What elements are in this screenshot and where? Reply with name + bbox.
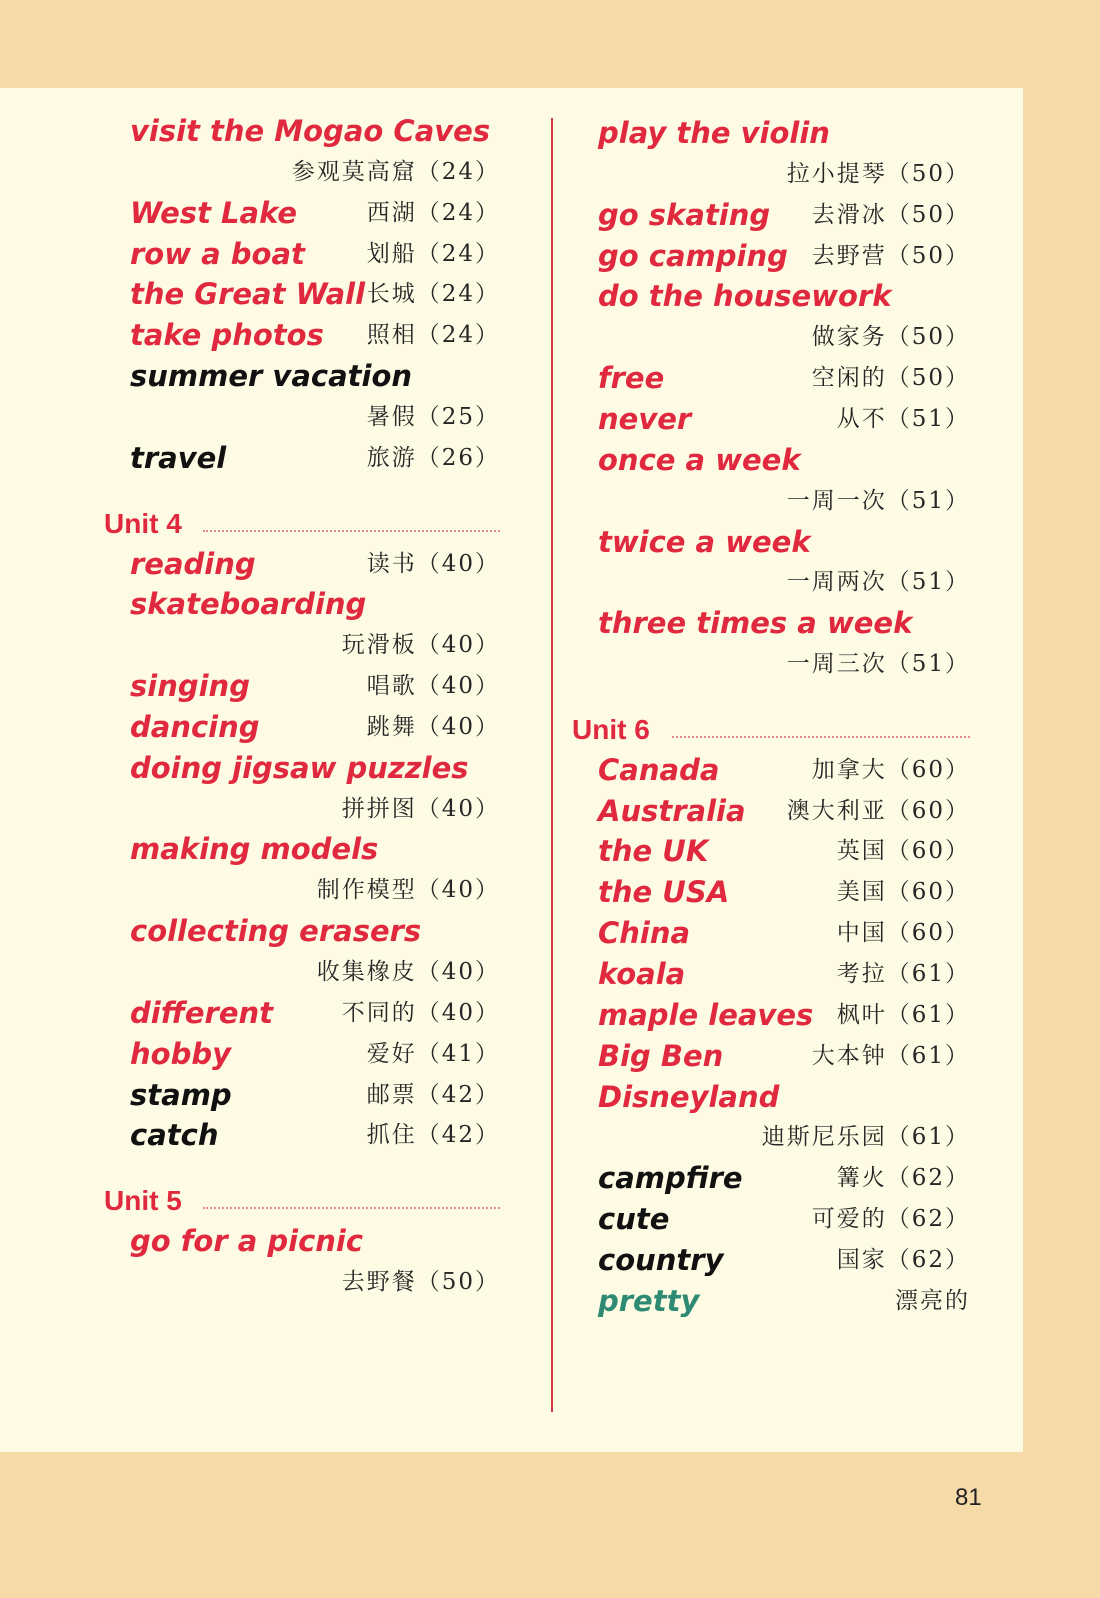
vocab-translation: 长城（24）	[366, 281, 500, 308]
vocab-entry	[560, 357, 1000, 399]
vocab-translation: 跳舞（40）	[366, 713, 500, 740]
vocab-entry	[0, 992, 520, 1034]
vocab-translation: 英国（60）	[836, 838, 970, 865]
vocab-entry	[560, 112, 1000, 154]
vocab-term: reading	[130, 546, 256, 581]
vocab-translation: 读书（40）	[366, 550, 500, 577]
vocab-translation: 一周两次（51）	[786, 569, 970, 596]
vocab-term: travel	[130, 440, 227, 475]
vocab-translation: 枫叶（61）	[836, 1001, 970, 1028]
vocab-term: go skating	[598, 197, 771, 232]
vocab-term: the UK	[598, 834, 709, 869]
vocab-entry	[560, 1035, 1000, 1077]
vocab-entry	[560, 1157, 1000, 1199]
vocab-translation: 加拿大（60）	[811, 756, 970, 783]
vocab-translation: 大本钟（61）	[811, 1042, 970, 1069]
vocab-term: hobby	[130, 1036, 231, 1071]
vocab-entry	[560, 602, 1000, 644]
unit-dotted-rule	[672, 736, 970, 738]
vocab-translation: 美国（60）	[836, 879, 970, 906]
vocab-entry	[0, 192, 520, 234]
vocab-entry	[560, 398, 1000, 440]
vocab-entry	[560, 521, 1000, 563]
unit-heading-unit-4	[0, 502, 520, 546]
vocab-term: row a boat	[130, 236, 305, 271]
translation-line	[560, 643, 1000, 685]
vocab-translation: 国家（62）	[836, 1246, 970, 1273]
vocab-term: koala	[598, 957, 686, 991]
translation-line	[0, 869, 520, 911]
vocab-term: take photos	[130, 318, 324, 353]
vocab-term: China	[598, 916, 691, 951]
vocab-term: twice a week	[598, 524, 811, 559]
vocab-translation: 邮票（42）	[366, 1081, 500, 1108]
vocab-translation: 收集橡皮（40）	[316, 959, 500, 985]
translation-line	[560, 153, 1000, 195]
vocab-entry	[0, 233, 520, 275]
vocab-term: once a week	[598, 442, 801, 477]
unit-heading-unit-5	[0, 1179, 520, 1223]
vocab-translation: 玩滑板（40）	[341, 632, 500, 659]
vocab-entry	[560, 1280, 1000, 1322]
unit-title: Unit 5	[104, 1185, 182, 1217]
vocab-translation: 可爱的（62）	[811, 1206, 970, 1233]
vocab-term: play the violin	[598, 116, 830, 150]
vocab-term: different	[130, 995, 273, 1030]
vocab-translation: 做家务（50）	[811, 324, 970, 351]
vocab-term: cute	[598, 1202, 670, 1237]
vocab-entry	[0, 355, 520, 397]
vocab-entry	[0, 110, 520, 152]
translation-line	[560, 561, 1000, 603]
vocab-term: making models	[130, 832, 379, 867]
vocab-entry	[0, 1220, 520, 1262]
vocab-entry	[560, 439, 1000, 481]
vocab-term: singing	[130, 669, 250, 704]
vocab-translation: 划船（24）	[366, 240, 500, 267]
vocab-term: three times a week	[598, 606, 913, 641]
glossary-column-left	[0, 0, 520, 1400]
vocab-translation: 旅游（26）	[366, 444, 500, 471]
vocab-term: collecting erasers	[130, 914, 422, 949]
translation-line	[0, 951, 520, 993]
vocab-entry	[0, 273, 520, 315]
vocab-entry	[0, 583, 520, 625]
translation-line	[0, 788, 520, 830]
vocab-translation: 拉小提琴（50）	[786, 160, 970, 187]
vocab-entry	[560, 235, 1000, 277]
vocab-translation: 拼拼图（40）	[341, 795, 500, 822]
vocab-translation: 篝火（62）	[836, 1165, 970, 1192]
vocab-entry	[560, 194, 1000, 236]
vocab-term: pretty	[598, 1283, 700, 1318]
vocab-entry	[560, 1198, 1000, 1240]
translation-line	[560, 1116, 1000, 1158]
vocab-term: summer vacation	[130, 359, 413, 394]
vocab-entry	[0, 1114, 520, 1156]
vocab-term: campfire	[598, 1161, 743, 1196]
vocab-translation: 考拉（61）	[836, 961, 970, 987]
translation-line	[0, 624, 520, 666]
vocab-translation: 制作模型（40）	[316, 877, 500, 904]
vocab-term: Canada	[598, 752, 720, 787]
vocab-translation: 参观莫高窟（24）	[291, 158, 500, 185]
glossary-column-right	[560, 0, 1000, 1400]
vocab-translation: 一周一次（51）	[786, 487, 970, 514]
page-number: 81	[955, 1484, 982, 1511]
vocab-term: doing jigsaw puzzles	[130, 750, 469, 785]
vocab-translation: 迪斯尼乐园（61）	[761, 1124, 970, 1151]
vocab-term: West Lake	[130, 195, 297, 230]
vocab-entry	[0, 437, 520, 479]
vocab-term: Big Ben	[598, 1038, 724, 1073]
vocab-term: stamp	[130, 1077, 232, 1112]
vocab-entry	[0, 543, 520, 585]
vocab-term: free	[598, 361, 665, 396]
vocab-translation: 照相（24）	[366, 322, 500, 349]
vocab-translation: 抓住（42）	[366, 1122, 500, 1149]
vocab-translation: 漂亮的	[895, 1287, 970, 1314]
vocab-entry	[560, 1076, 1000, 1118]
vocab-translation: 空闲的（50）	[811, 365, 970, 392]
vocab-term: catch	[130, 1118, 219, 1153]
unit-dotted-rule	[203, 1207, 500, 1209]
vocab-entry	[560, 953, 1000, 995]
vocab-term: skateboarding	[130, 587, 367, 622]
vocab-translation: 唱歌（40）	[366, 673, 500, 700]
vocab-translation: 去野营（50）	[811, 242, 970, 269]
vocab-entry	[0, 910, 520, 952]
vocab-entry	[560, 994, 1000, 1036]
vocab-entry	[0, 314, 520, 356]
vocab-entry	[0, 665, 520, 707]
vocab-entry	[0, 1033, 520, 1075]
unit-title: Unit 4	[104, 507, 182, 539]
column-divider	[551, 118, 553, 1412]
translation-line	[560, 480, 1000, 522]
vocab-entry	[560, 275, 1000, 317]
vocab-entry	[0, 1074, 520, 1116]
vocab-term: dancing	[130, 709, 260, 744]
vocab-translation: 中国（60）	[836, 920, 970, 947]
vocab-translation: 澳大利亚（60）	[786, 797, 970, 824]
vocab-term: Australia	[598, 793, 746, 828]
unit-heading-unit-6	[560, 708, 1000, 752]
vocab-term: never	[598, 401, 692, 436]
vocab-entry	[560, 749, 1000, 791]
translation-line	[0, 396, 520, 438]
vocab-translation: 从不（51）	[836, 405, 970, 432]
vocab-entry	[560, 1239, 1000, 1281]
vocab-term: maple leaves	[598, 997, 814, 1032]
vocab-entry	[560, 871, 1000, 913]
vocab-translation: 西湖（24）	[366, 199, 500, 226]
vocab-entry	[560, 912, 1000, 954]
vocab-entry	[0, 828, 520, 870]
vocab-entry	[560, 830, 1000, 872]
vocab-entry	[560, 790, 1000, 832]
vocab-translation: 一周三次（51）	[786, 651, 970, 678]
vocab-term: do the housework	[598, 279, 892, 314]
vocab-term: the USA	[598, 875, 730, 910]
vocab-term: the Great Wall	[130, 277, 366, 312]
unit-dotted-rule	[203, 530, 500, 532]
translation-line	[560, 316, 1000, 358]
vocab-translation: 不同的（40）	[341, 999, 500, 1026]
vocab-term: go for a picnic	[130, 1224, 364, 1259]
vocab-term: visit the Mogao Caves	[130, 114, 491, 148]
vocab-translation: 爱好（41）	[366, 1040, 500, 1067]
unit-title: Unit 6	[572, 713, 650, 745]
translation-line	[0, 151, 520, 193]
vocab-entry	[0, 706, 520, 748]
translation-line	[0, 1261, 520, 1303]
vocab-translation: 去野餐（50）	[341, 1268, 500, 1295]
vocab-term: go camping	[598, 238, 788, 273]
vocab-translation: 去滑冰（50）	[811, 201, 970, 228]
vocab-translation: 暑假（25）	[366, 403, 500, 430]
vocab-term: Disneyland	[598, 1079, 780, 1114]
vocab-entry	[0, 747, 520, 789]
vocab-term: country	[598, 1242, 724, 1277]
